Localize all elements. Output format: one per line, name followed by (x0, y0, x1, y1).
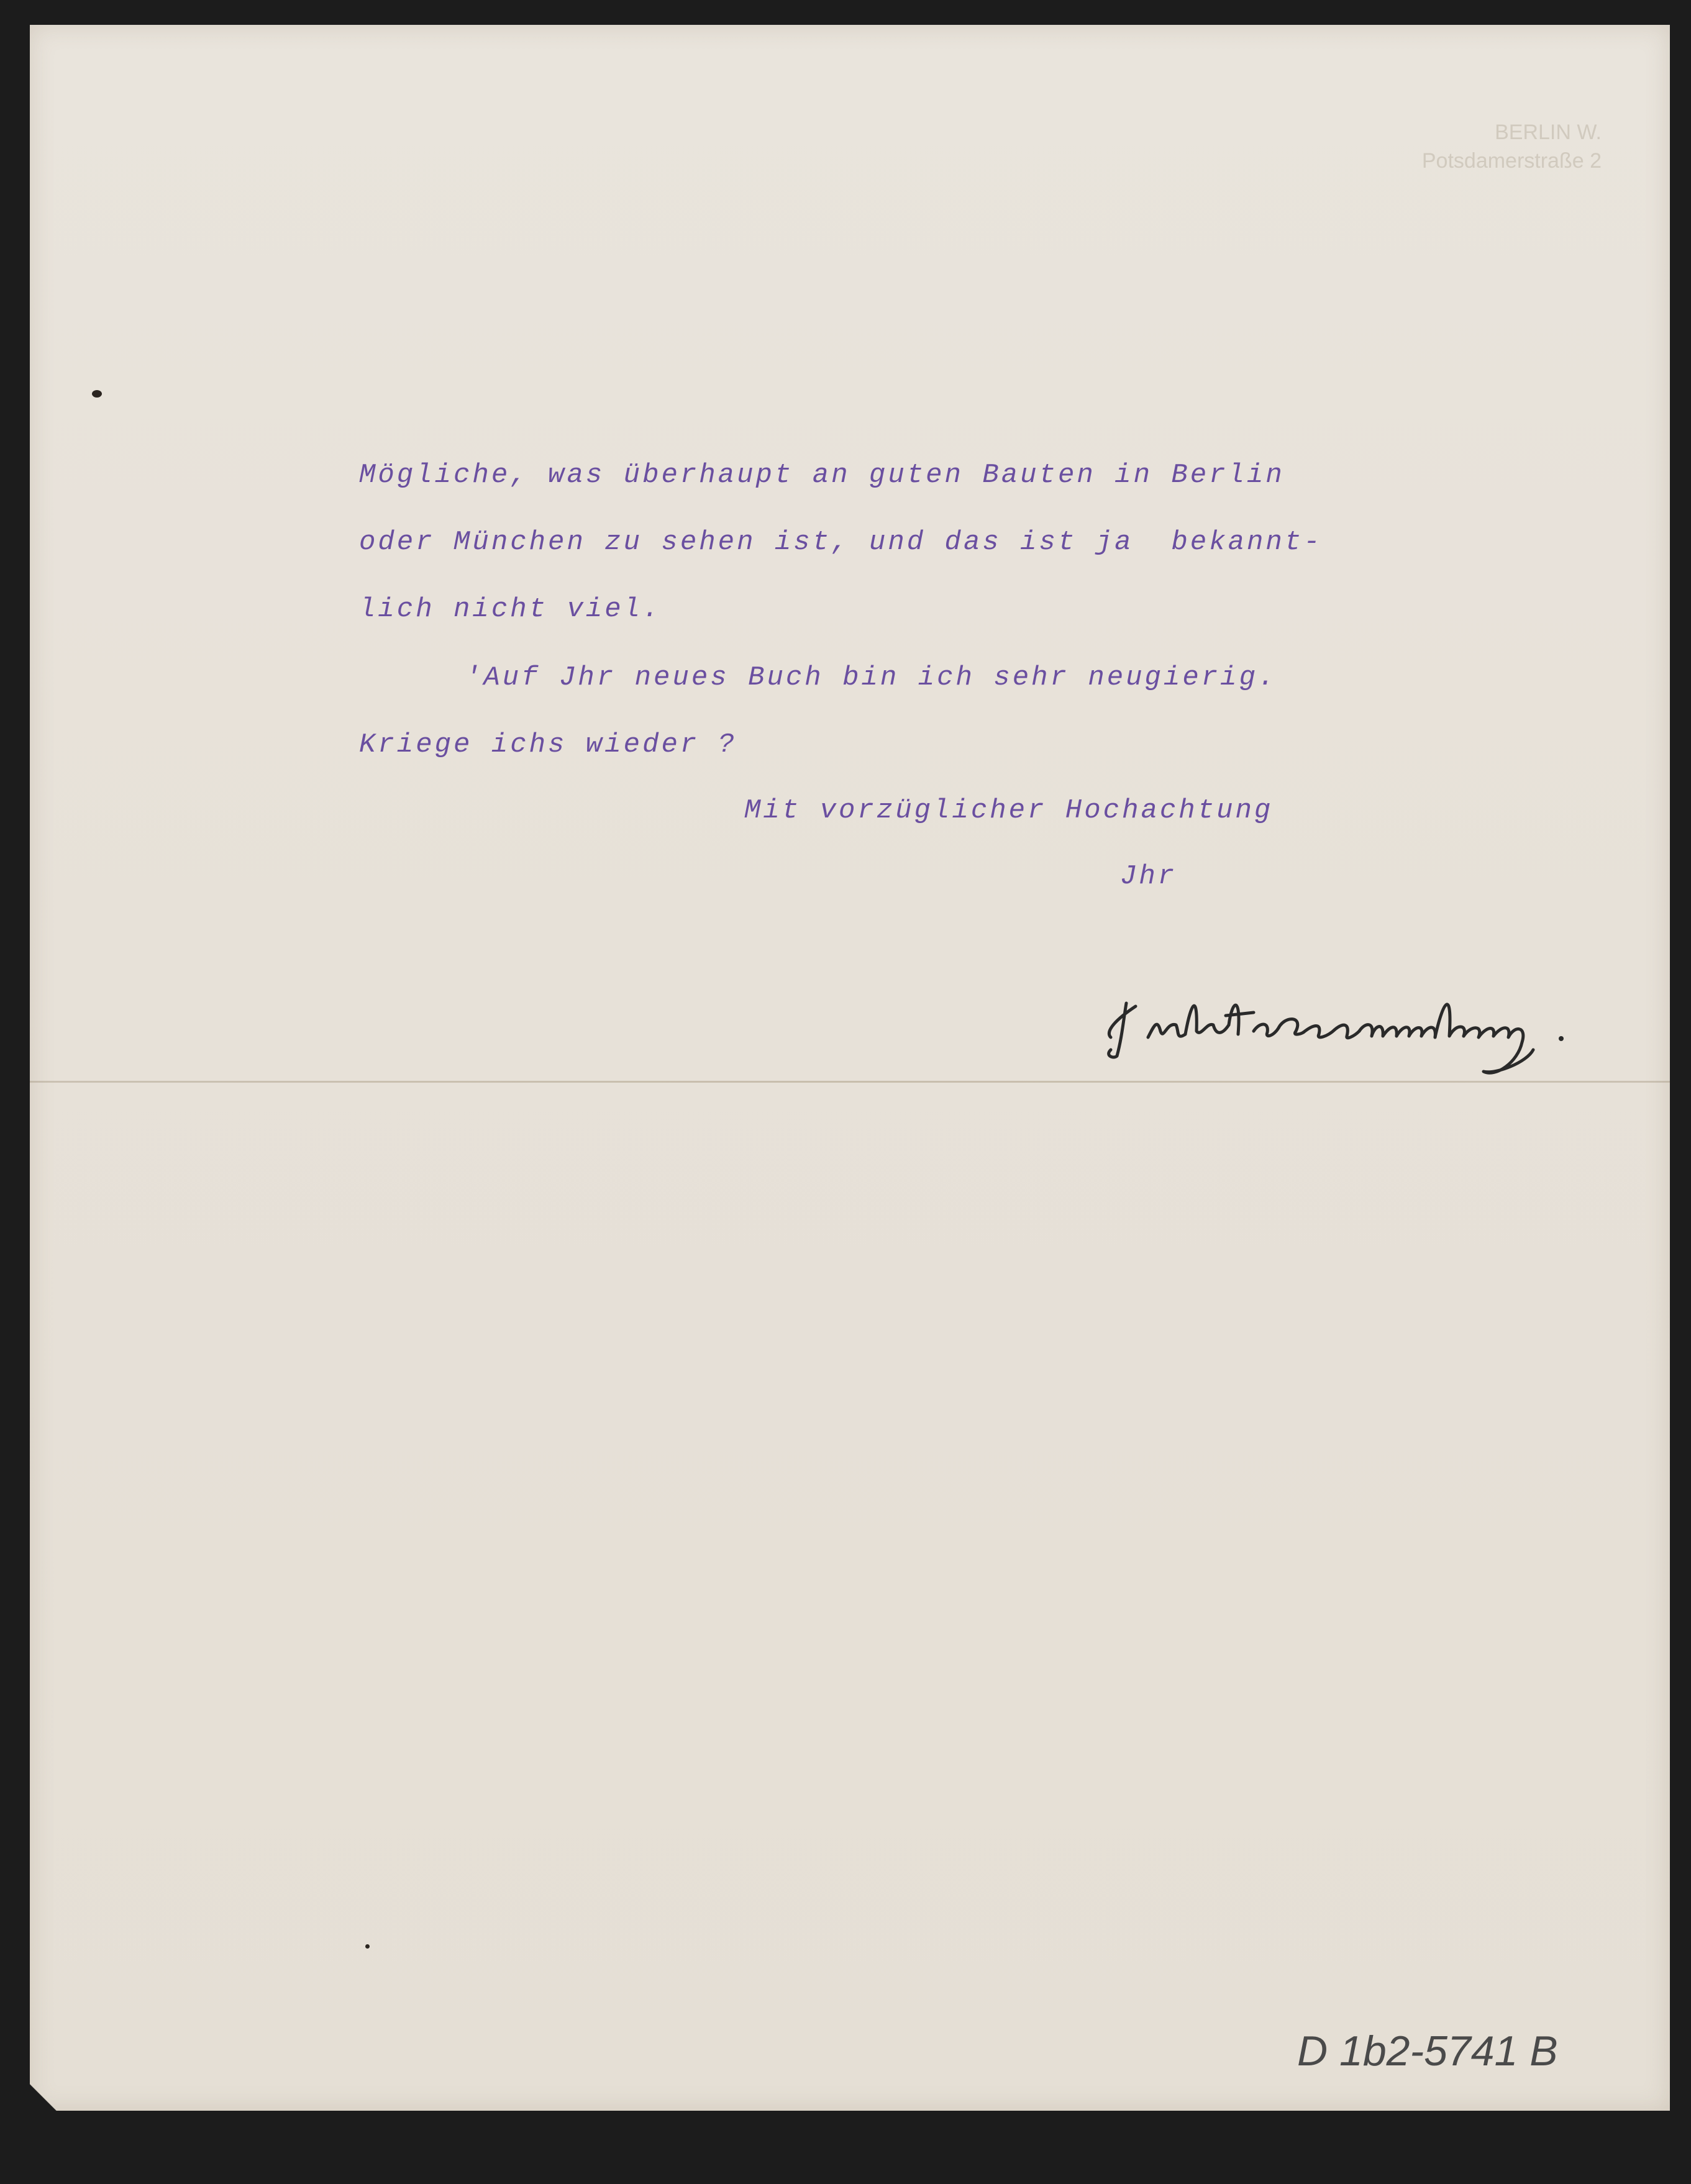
letterhead-city: BERLIN W. (1495, 121, 1602, 144)
letter-page (30, 25, 1670, 2111)
letter-line: Kriege ichs wieder ? (359, 729, 737, 760)
letter-line: Mögliche, was überhaupt an guten Bauten in Berlin (359, 460, 1285, 491)
letter-salutation: Jhr (1120, 861, 1177, 892)
letter-closing: Mit vorzüglicher Hochachtung (744, 795, 1274, 826)
archive-number (1291, 2022, 1583, 2084)
archive-number-text: D 1b2-5741 B (1297, 2027, 1558, 2075)
letter-line: lich nicht viel. (359, 594, 662, 625)
letter-line: 'Auf Jhr neues Buch bin ich sehr neugierig. (465, 662, 1277, 693)
faded-letterhead (1422, 118, 1602, 175)
letter-line: oder München zu sehen ist, und das ist ja bekannt- (359, 527, 1323, 558)
ink-spot (365, 1944, 370, 1949)
ink-spot (92, 390, 102, 398)
torn-corner (30, 2061, 67, 2111)
letterhead-address: Potsdamerstraße 2 (1421, 149, 1602, 173)
handwritten-signature (1098, 963, 1633, 1081)
paper-fold (30, 1081, 1670, 1083)
